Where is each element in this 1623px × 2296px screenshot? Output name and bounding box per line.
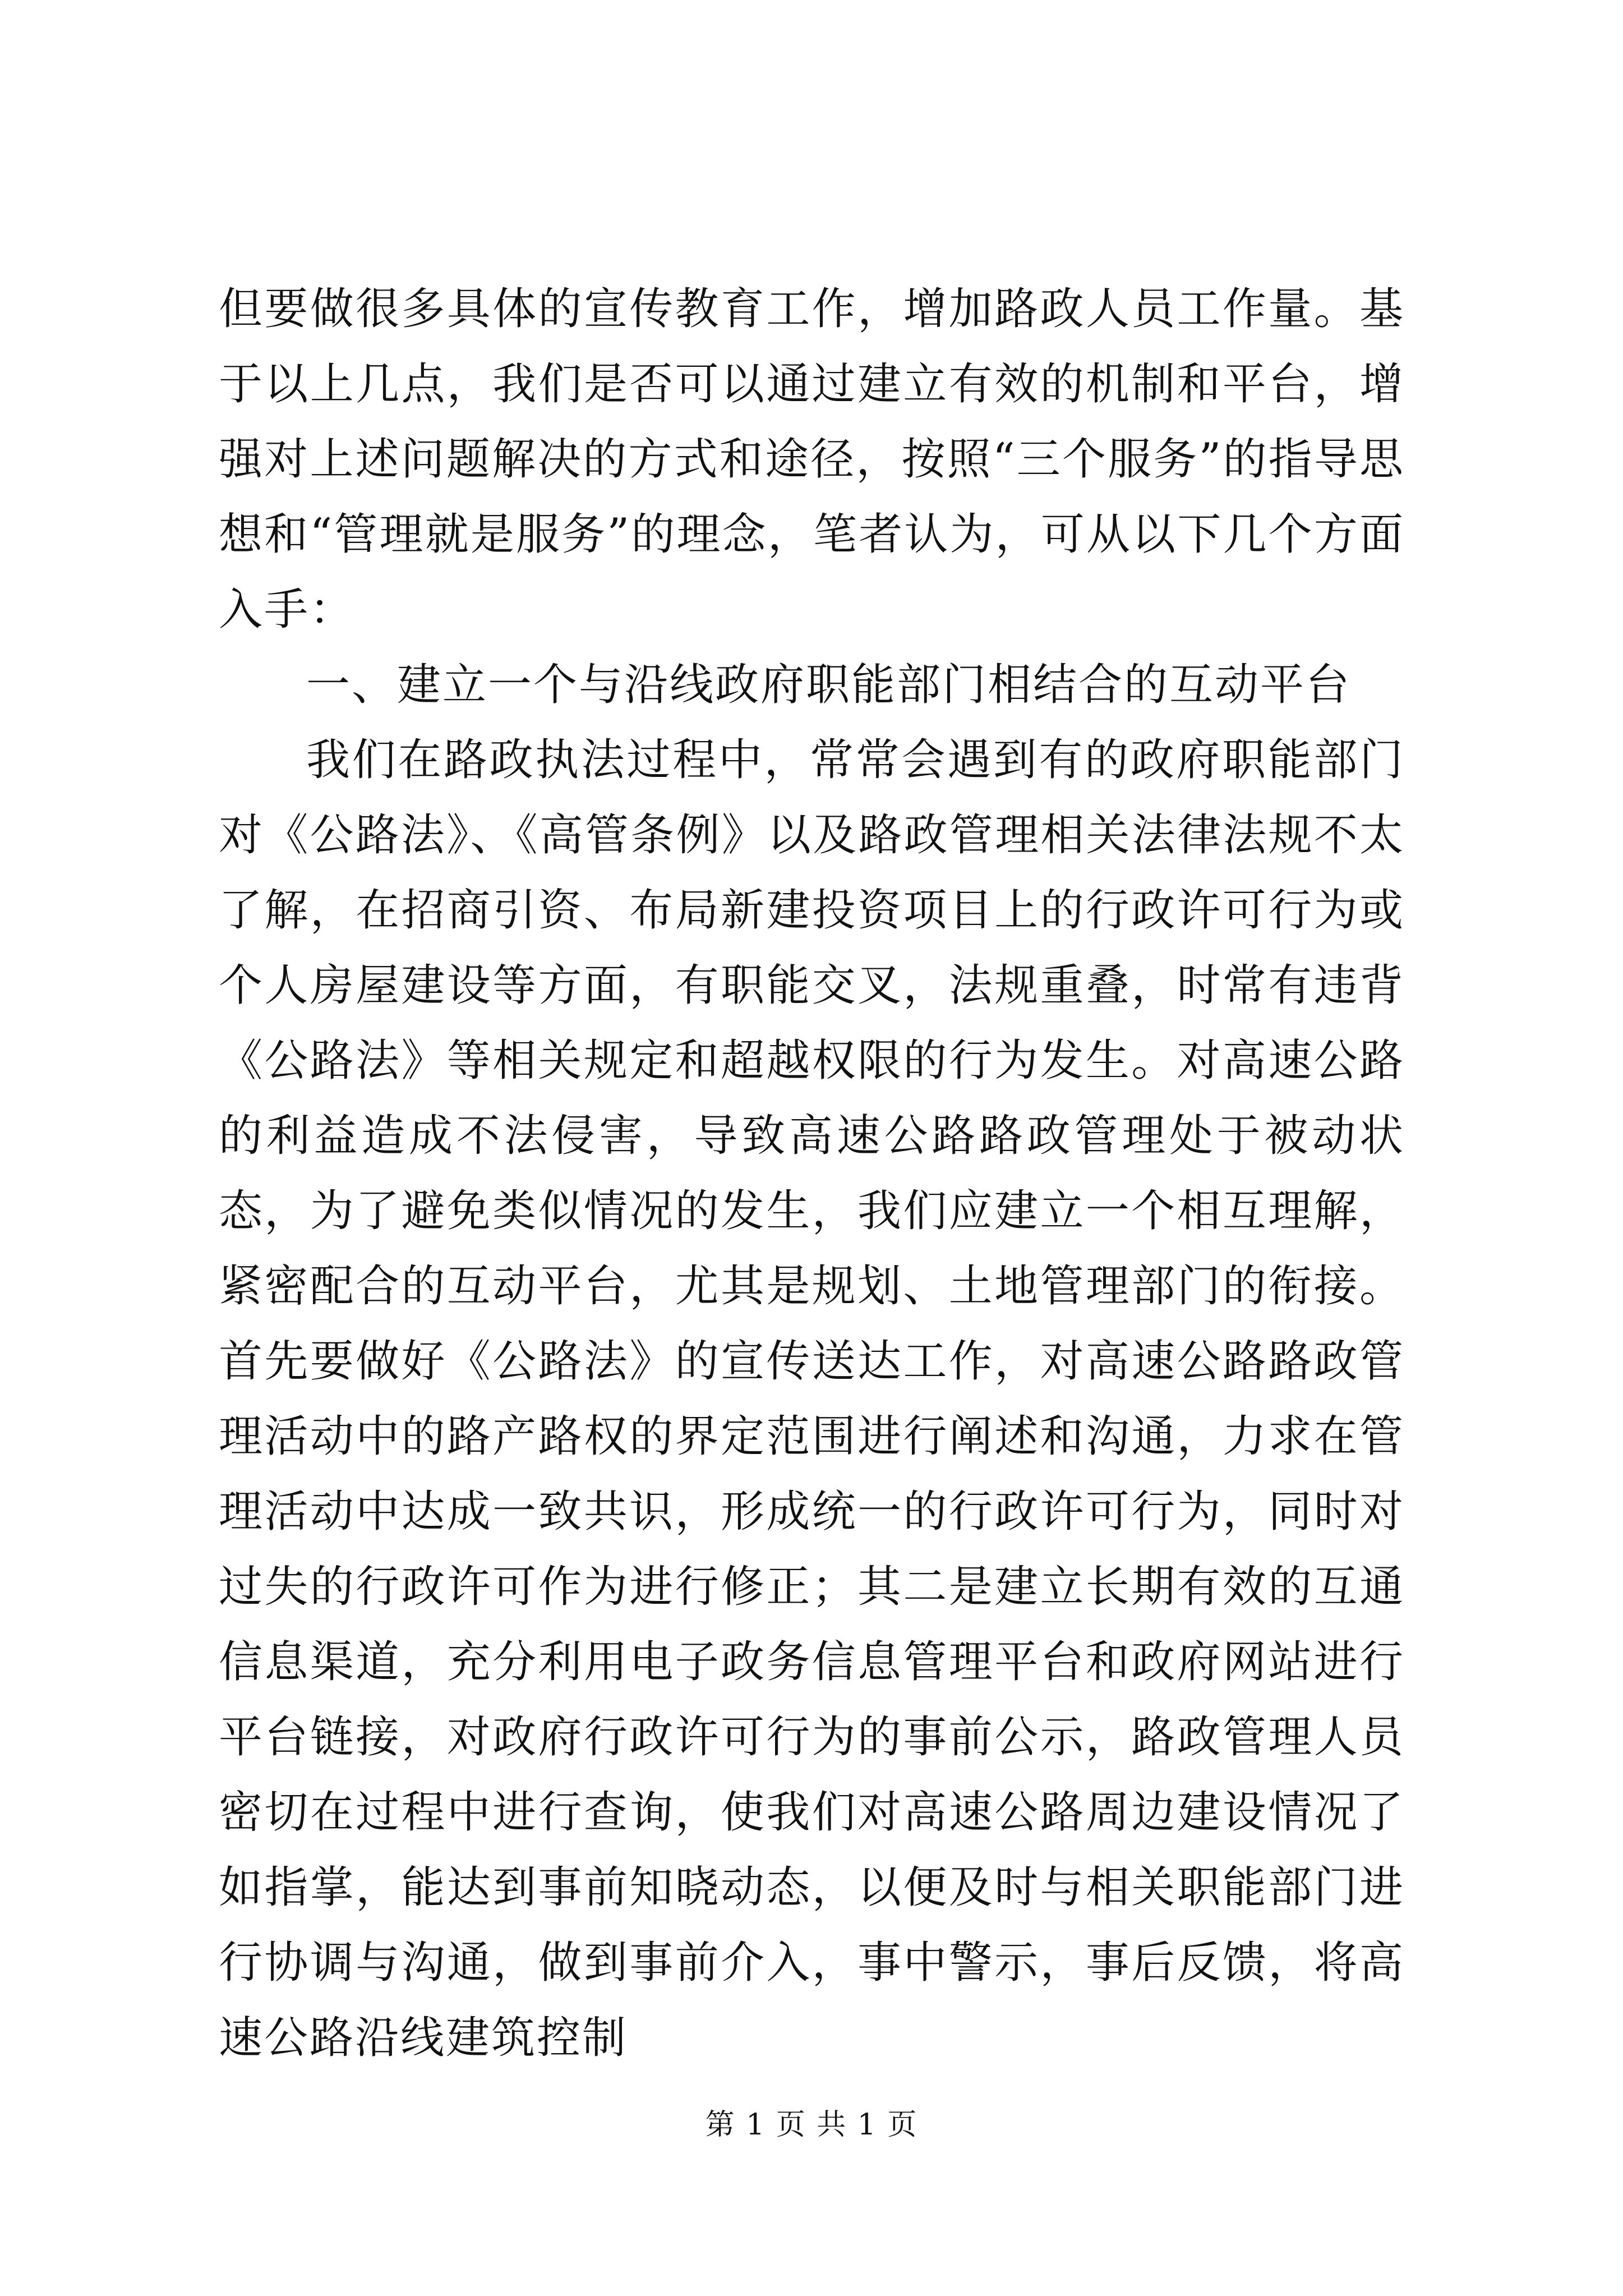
continuation-paragraph: 但要做很多具体的宣传教育工作，增加路政人员工作量。基于以上几点，我们是否可以通过建立有效的机制和平台，增强对上述问题解决的方式和途径，按照“三个服务”的指导思想和“管理就是服务”的理念，笔者认为，可从以下几个方面入手： — [219, 284, 1405, 635]
document-body — [219, 272, 1405, 2076]
section-heading: 一、建立一个与沿线政府职能部门相结合的互动平台 — [306, 660, 1352, 710]
page-number-footer: 第 1 页 共 1 页 — [705, 2108, 918, 2142]
body-paragraph: 我们在路政执法过程中，常常会遇到有的政府职能部门对《公路法》、《高管条例》以及路政管理相关法律法规不太了解，在招商引资、布局新建投资项目上的行政许可行为或个人房屋建设等方面，有职能交叉，法规重叠，时常有违背《公路法》等相关规定和超越权限的行为发生。对高速公路的利益造成不法侵害，导致高速公路路政管理处于被动状态，为了避免类似情况的发生，我们应建立一个相互理解，紧密配合的互动平台，尤其是规划、土地管理部门的衔接。首先要做好《公路法》的宣传送达工作，对高速公路路政管理活动中的路产路权的界定范围进行阐述和沟通，力求在管理活动中达成一致共识，形成统一的行政许可行为，同时对过失的行政许可作为进行修正；其二是建立长期有效的互通信息渠道，充分利用电子政务信息管理平台和政府网站进行平台链接，对政府行政许可行为的事前公示，路政管理人员密切在过程中进行查询，使我们对高速公路周边建设情况了如指掌，能达到事前知晓动态，以便及时与相关职能部门进行协调与沟通，做到事前介入，事中警示，事后反馈，将高速公路沿线建筑控制 — [219, 735, 1405, 2063]
